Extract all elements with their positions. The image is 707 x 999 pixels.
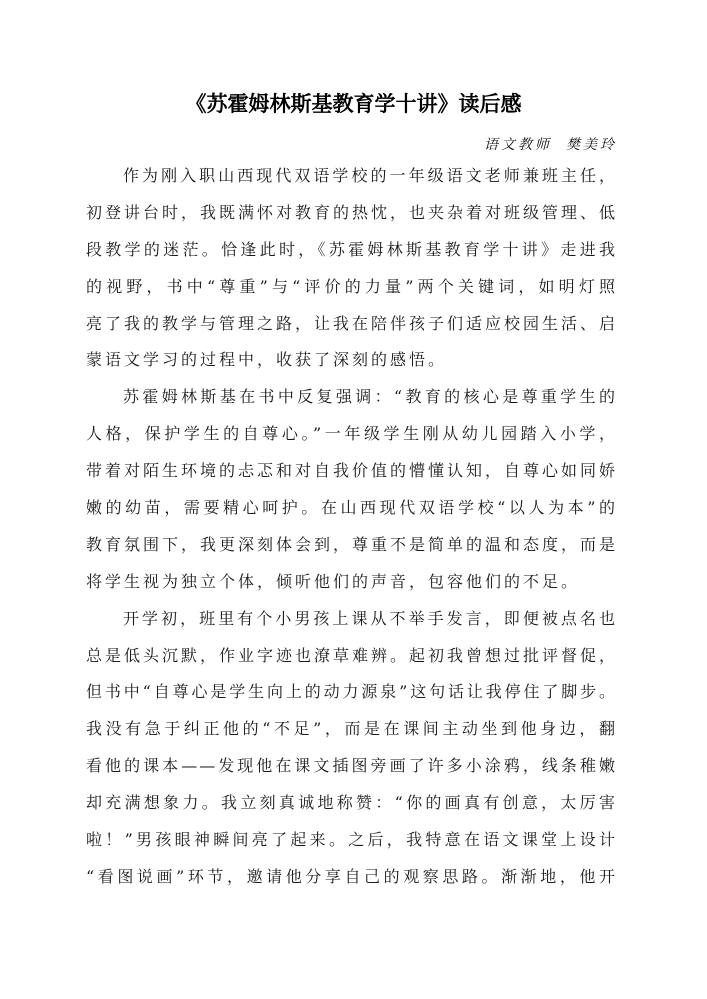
paragraph-line: 段教学的迷茫。恰逢此时，《苏霍姆林斯基教育学十讲》走进我	[86, 239, 617, 259]
paragraph-line: 蒙语文学习的过程中，收获了深刻的感悟。	[86, 350, 448, 370]
paragraph-2	[86, 379, 617, 600]
paragraph-line: 将学生视为独立个体，倾听他们的声音，包容他们的不足。	[86, 571, 581, 591]
paragraph-line: 但书中“自尊心是学生向上的动力源泉”这句话让我停住了脚步。	[86, 682, 617, 702]
author-byline	[484, 135, 617, 155]
paragraph-line: 我没有急于纠正他的“不足”，而是在课间主动坐到他身边，翻	[86, 719, 617, 739]
paragraph-line: 初登讲台时，我既满怀对教育的热忱，也夹杂着对班级管理、低	[86, 202, 617, 222]
paragraph-line: 带着对陌生环境的忐忑和对自我价值的懵懂认知，自尊心如同娇	[86, 461, 617, 481]
document-body	[86, 158, 617, 896]
paragraph-1	[86, 158, 617, 379]
author-name: 樊美玲	[566, 137, 617, 153]
paragraph-line: “看图说画”环节，邀请他分享自己的观察思路。渐渐地，他开	[86, 866, 617, 886]
paragraph-3	[86, 601, 617, 896]
paragraph-line: 亮了我的教学与管理之路，让我在陪伴孩子们适应校园生活、启	[86, 313, 617, 333]
paragraph-line: 看他的课本——发现他在课文插图旁画了许多小涂鸦，线条稚嫩	[86, 756, 617, 776]
paragraph-line: 教育氛围下，我更深刻体会到，尊重不是简单的温和态度，而是	[86, 534, 617, 554]
paragraph-line: 苏霍姆林斯基在书中反复强调：“教育的核心是尊重学生的	[123, 387, 617, 407]
document-title: 《苏霍姆林斯基教育学十讲》读后感	[185, 92, 522, 116]
paragraph-line: 嫩的幼苗，需要精心呵护。在山西现代双语学校“以人为本”的	[86, 498, 617, 518]
paragraph-line: 啦！”男孩眼神瞬间亮了起来。之后，我特意在语文课堂上设计	[86, 830, 617, 850]
paragraph-line: 人格，保护学生的自尊心。”一年级学生刚从幼儿园踏入小学，	[86, 424, 617, 444]
paragraph-line: 总是低头沉默，作业字迹也潦草难辨。起初我曾想过批评督促，	[86, 645, 617, 665]
author-role: 语文教师	[484, 137, 552, 153]
paragraph-line: 却充满想象力。我立刻真诚地称赞：“你的画真有创意，太厉害	[86, 793, 617, 813]
paragraph-line: 开学初，班里有个小男孩上课从不举手发言，即便被点名也	[123, 608, 617, 628]
paragraph-line: 作为刚入职山西现代双语学校的一年级语文老师兼班主任，	[123, 166, 617, 185]
paragraph-line: 的视野，书中“尊重”与“评价的力量”两个关键词，如明灯照	[86, 276, 617, 296]
